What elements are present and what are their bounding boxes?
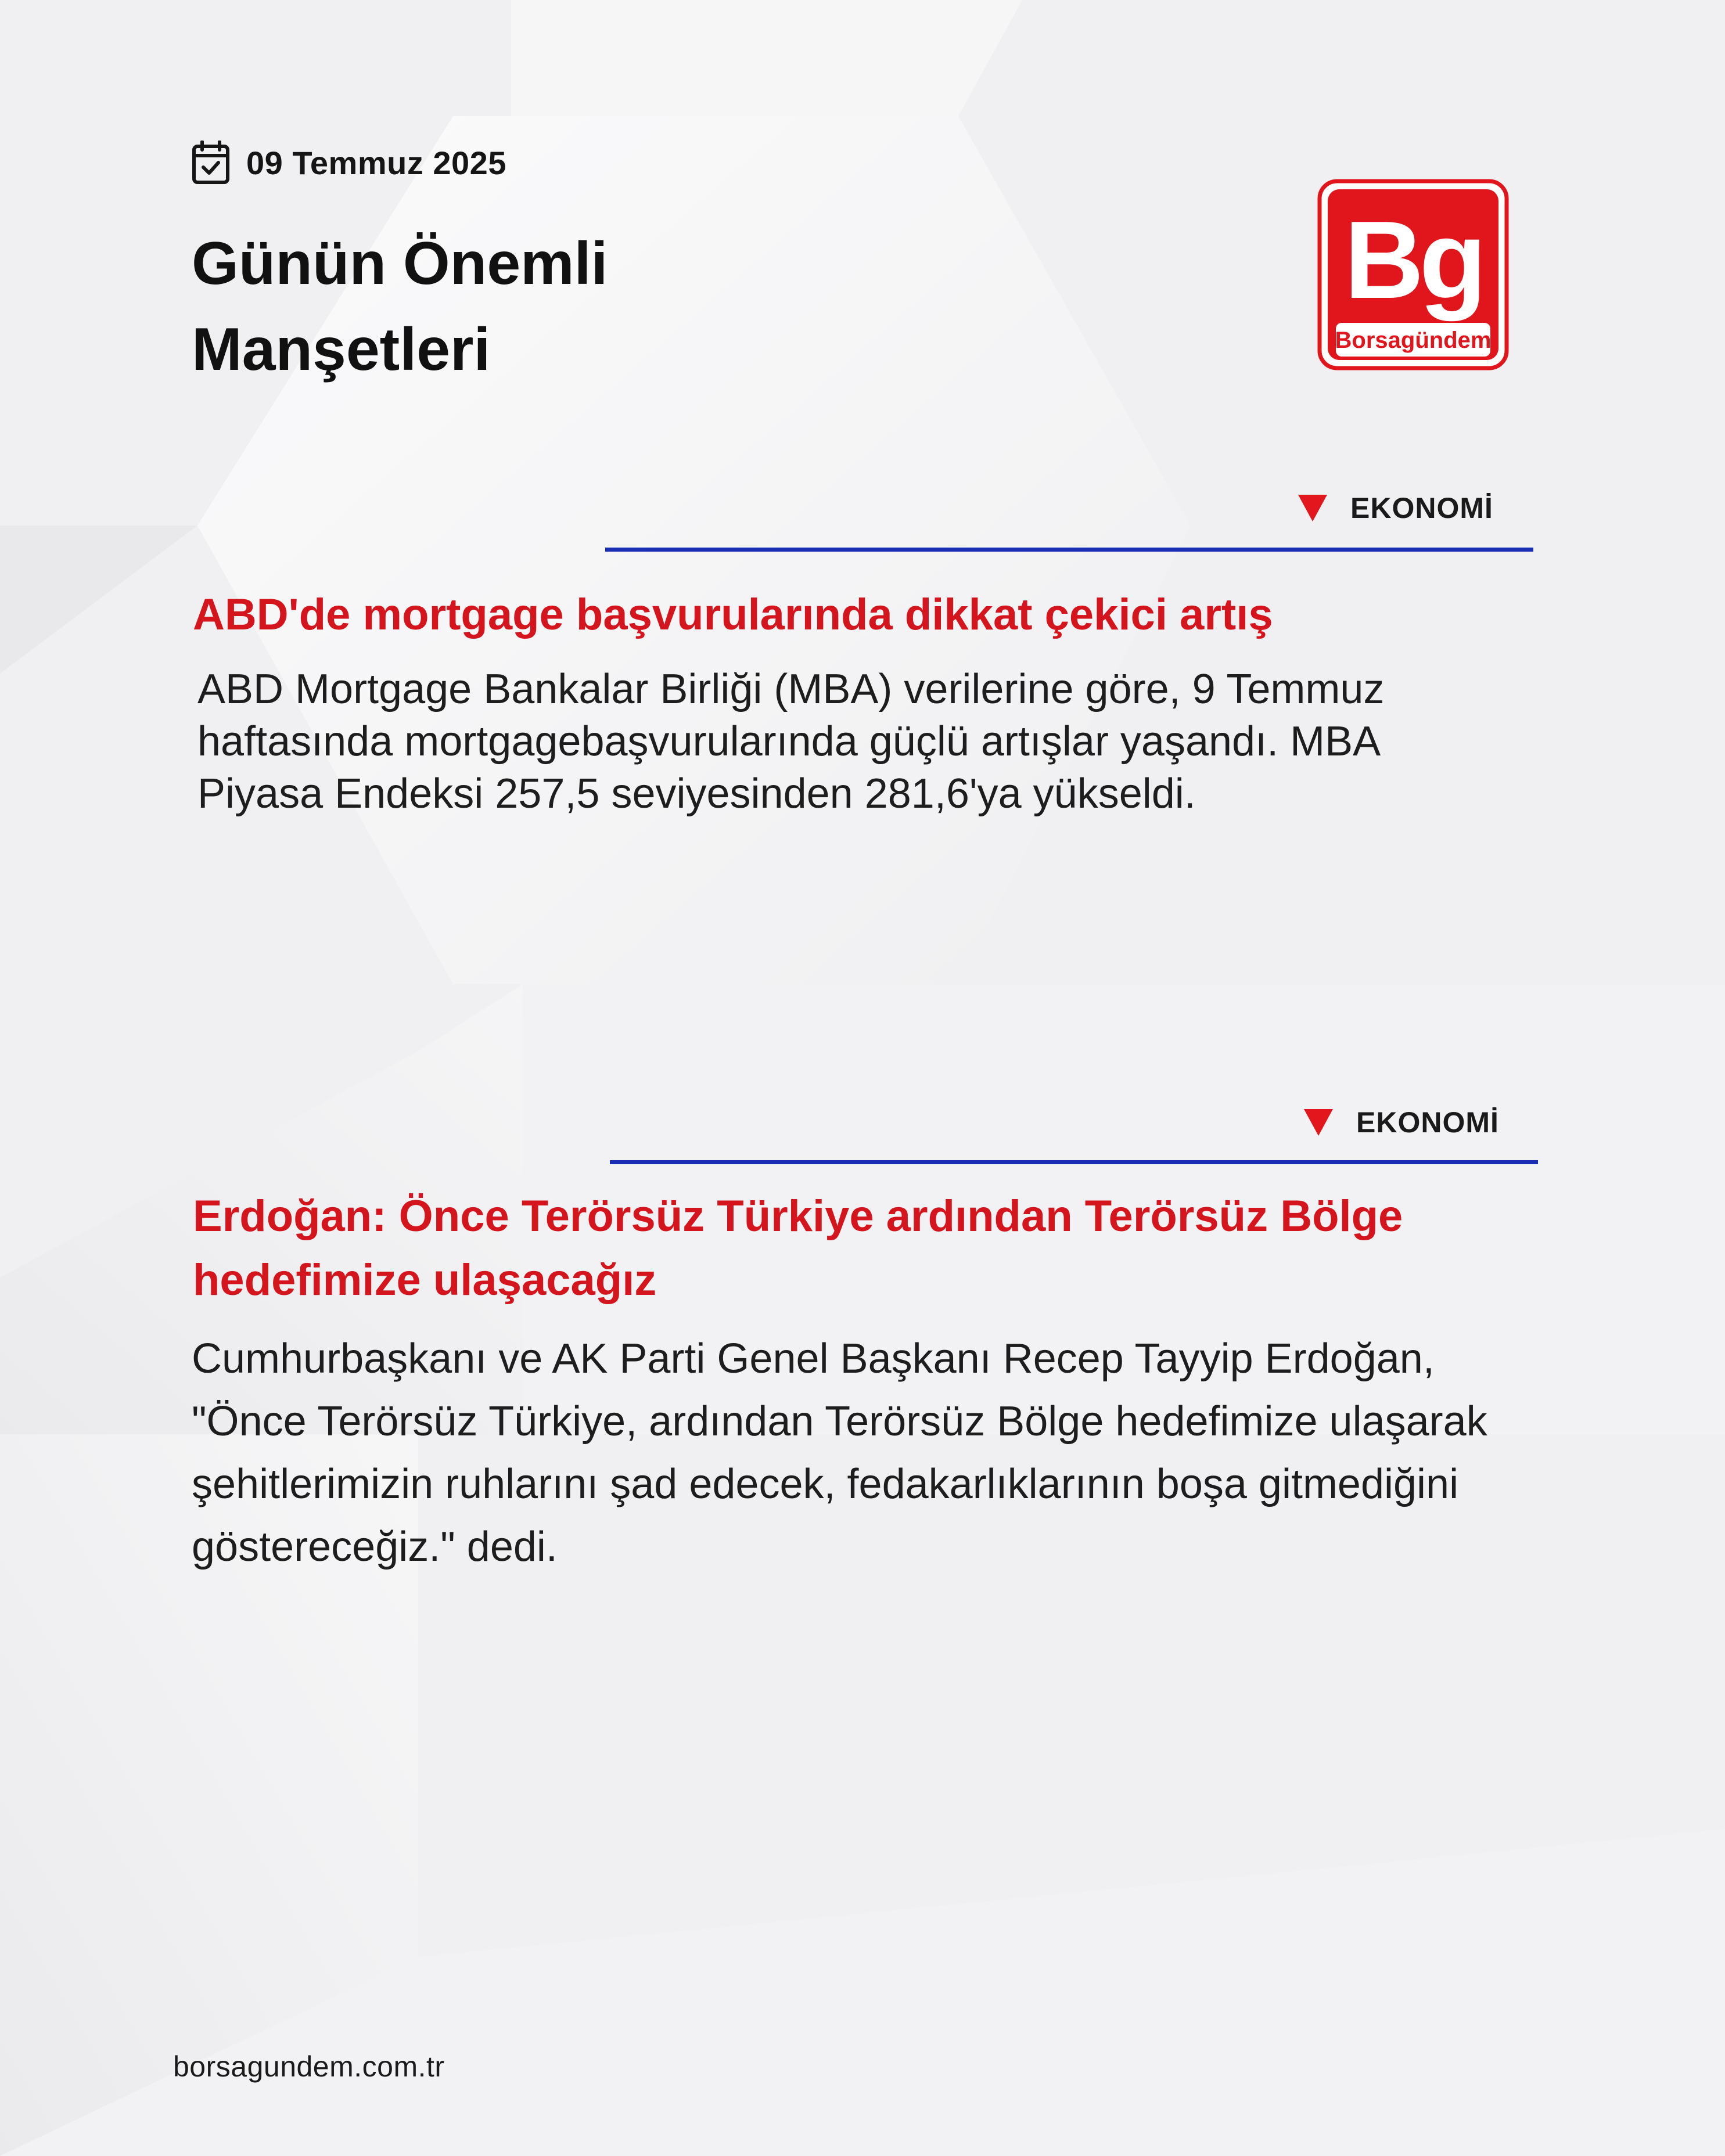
triangle-down-icon — [1298, 495, 1327, 521]
logo-brand: Borsagündem — [1335, 327, 1492, 353]
article-2-category-label: EKONOMİ — [1356, 1106, 1499, 1139]
article-1-body: ABD Mortgage Bankalar Birliği (MBA) verilerine göre, 9 Temmuz haftasında mortgagebaşvurularında güçlü artışlar yaşandı. MBA Piyasa Endeksi 257,5 seviyesinden 281,6'ya yükseldi. — [197, 666, 1385, 817]
publish-date: 09 Temmuz 2025 — [246, 144, 506, 181]
article-1-category — [1298, 488, 1493, 528]
triangle-down-icon — [1304, 1109, 1333, 1136]
article-2-rule — [610, 1160, 1538, 1164]
article-1-rule — [605, 548, 1533, 552]
date-row — [192, 139, 506, 186]
borsagundem-logo — [1317, 179, 1509, 370]
page-title-line-2: Manşetleri — [192, 316, 491, 383]
calendar-check-icon — [192, 141, 230, 185]
article-1-category-label: EKONOMİ — [1350, 492, 1493, 524]
page-title — [192, 221, 1063, 393]
article-2-category — [1304, 1102, 1499, 1143]
article-1-headline[interactable]: ABD'de mortgage başvurularında dikkat çekici artış — [193, 590, 1273, 639]
article-2-body: Cumhurbaşkanı ve AK Parti Genel Başkanı Recep Tayyip Erdoğan, "Önce Terörsüz Türkiye, ardından Terörsüz Bölge hedefimize ulaşarak şehitlerimizin ruhlarını şad edecek, fedakarlıklarının boşa gitmediğini göstereceğiz." dedi. — [192, 1336, 1487, 1570]
article-2-headline[interactable]: Erdoğan: Önce Terörsüz Türkiye ardından Terörsüz Bölge hedefimize ulaşacağız — [193, 1192, 1403, 1305]
footer-website-link[interactable]: borsagundem.com.tr — [173, 2050, 445, 2083]
page-title-line-1: Günün Önemli — [192, 230, 608, 297]
logo-mark: Bg — [1344, 199, 1482, 322]
